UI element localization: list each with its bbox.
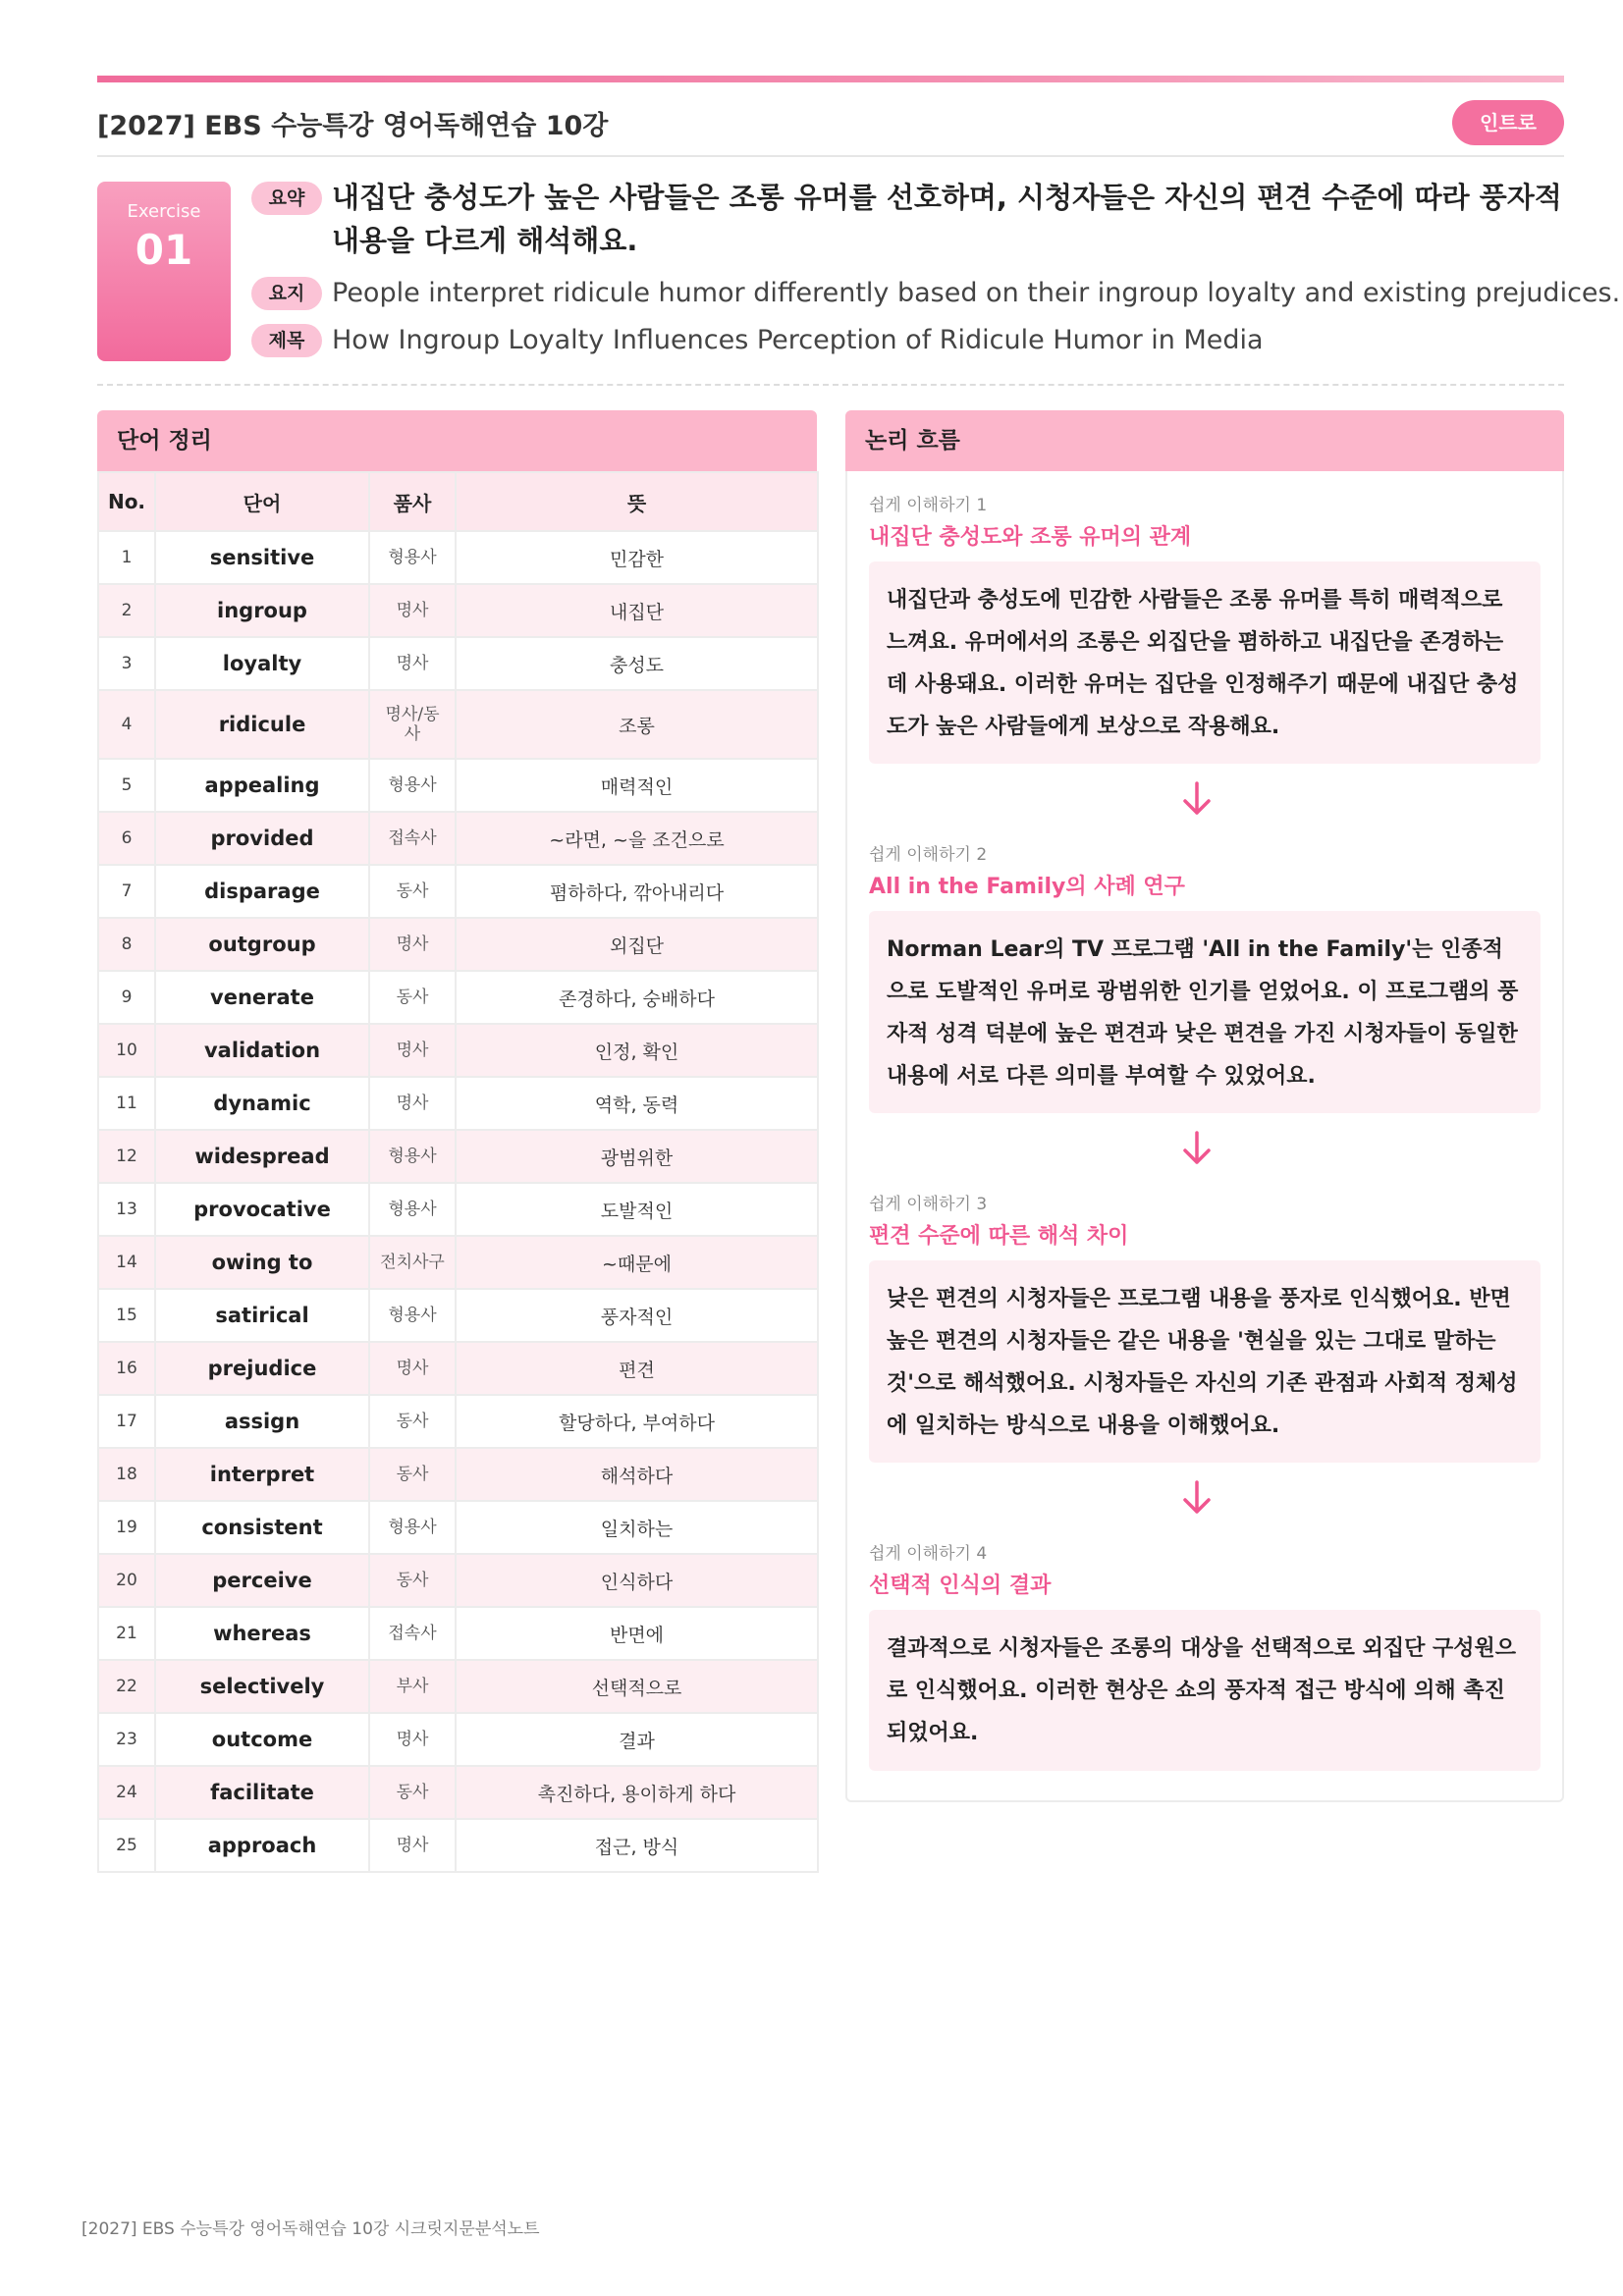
page-header	[97, 90, 1564, 157]
vocab-pos: 형용사	[369, 1289, 456, 1342]
table-row	[98, 531, 818, 584]
vocab-word: selectively	[155, 1660, 369, 1713]
vocab-meaning: 인식하다	[456, 1554, 818, 1607]
vocab-no: 15	[98, 1289, 155, 1342]
vocab-meaning: 조롱	[456, 690, 818, 759]
vocab-meaning: 선택적으로	[456, 1660, 818, 1713]
step-kicker: 쉽게 이해하기 1	[869, 496, 988, 515]
vocab-meaning: 결과	[456, 1713, 818, 1766]
table-row	[98, 1554, 818, 1607]
vocab-pos: 명사	[369, 1819, 456, 1872]
vocab-meaning: 역학, 동력	[456, 1077, 818, 1130]
vocab-no: 13	[98, 1183, 155, 1236]
table-row	[98, 1607, 818, 1660]
table-row	[98, 1766, 818, 1819]
vocab-no: 14	[98, 1236, 155, 1289]
table-row	[98, 865, 818, 918]
intro-badge[interactable]: 인트로	[1452, 100, 1564, 145]
vocab-word: venerate	[155, 971, 369, 1024]
vocab-word: approach	[155, 1819, 369, 1872]
vocab-meaning: 일치하는	[456, 1501, 818, 1554]
vocab-word: loyalty	[155, 637, 369, 690]
vocab-pos: 형용사	[369, 1183, 456, 1236]
arrow-down-icon	[1179, 1129, 1215, 1168]
vocab-no: 11	[98, 1077, 155, 1130]
table-row	[98, 918, 818, 971]
step-kicker: 쉽게 이해하기 4	[869, 1544, 988, 1564]
vocab-meaning: 존경하다, 숭배하다	[456, 971, 818, 1024]
section-divider	[97, 384, 1564, 386]
vocab-word: consistent	[155, 1501, 369, 1554]
vocab-heading: 단어 정리	[97, 410, 817, 471]
vocab-meaning: 내집단	[456, 584, 818, 637]
page-footer: [2027] EBS 수능특강 영어독해연습 10강 시크릿지문분석노트	[81, 2219, 540, 2239]
vocab-no: 4	[98, 690, 155, 759]
vocab-no: 8	[98, 918, 155, 971]
vocab-no: 22	[98, 1660, 155, 1713]
vocab-meaning: 도발적인	[456, 1183, 818, 1236]
vocab-pos: 형용사	[369, 1501, 456, 1554]
vocab-meaning: 민감한	[456, 531, 818, 584]
vocab-table	[97, 471, 819, 1873]
gist-tag: 요지	[251, 277, 322, 310]
vocab-no: 12	[98, 1130, 155, 1183]
step-title: 편견 수준에 따른 해석 차이	[869, 1224, 1129, 1249]
table-row	[98, 1342, 818, 1395]
table-row	[98, 1819, 818, 1872]
vocab-pos: 명사	[369, 1077, 456, 1130]
vocab-no: 17	[98, 1395, 155, 1448]
vocab-pos: 명사	[369, 1024, 456, 1077]
flow-step-3	[869, 1190, 1541, 1463]
vocab-pos: 동사	[369, 971, 456, 1024]
vocab-pos: 동사	[369, 1448, 456, 1501]
vocab-no: 25	[98, 1819, 155, 1872]
vocab-meaning: 반면에	[456, 1607, 818, 1660]
vocab-word: prejudice	[155, 1342, 369, 1395]
table-row	[98, 690, 818, 759]
vocab-no: 9	[98, 971, 155, 1024]
vocab-no: 24	[98, 1766, 155, 1819]
vocab-no: 19	[98, 1501, 155, 1554]
step-kicker: 쉽게 이해하기 3	[869, 1195, 988, 1214]
vocab-pos: 명사	[369, 1713, 456, 1766]
vocab-no: 7	[98, 865, 155, 918]
vocab-pos: 접속사	[369, 1607, 456, 1660]
vocab-pos: 동사	[369, 1554, 456, 1607]
table-row	[98, 1660, 818, 1713]
vocab-word: appealing	[155, 759, 369, 812]
table-row	[98, 1236, 818, 1289]
step-body: 낮은 편견의 시청자들은 프로그램 내용을 풍자로 인식했어요. 반면 높은 편견의 시청자들은 같은 내용을 '현실을 있는 그대로 말하는 것'으로 해석했어요. 시청자들은 자신의 기존 관점과 사회적 정체성에 일치하는 방식으로 내용을 이해했어요.	[869, 1260, 1541, 1463]
vocab-pos: 명사	[369, 637, 456, 690]
step-title: All in the Family의 사례 연구	[869, 875, 1185, 899]
vocab-meaning: 편견	[456, 1342, 818, 1395]
vocab-meaning: 풍자적인	[456, 1289, 818, 1342]
title-text: How Ingroup Loyalty Influences Perception of Ridicule Humor in Media	[332, 325, 1264, 355]
step-body: 내집단과 충성도에 민감한 사람들은 조롱 유머를 특히 매력적으로 느껴요. 유머에서의 조롱은 외집단을 폄하하고 내집단을 존경하는 데 사용돼요. 이러한 유머는 집단을 인정해주기 때문에 내집단 충성도가 높은 사람들에게 보상으로 작용해요.	[869, 561, 1541, 764]
summary-tag: 요약	[251, 182, 322, 215]
summary-text: 내집단 충성도가 높은 사람들은 조롱 유머를 선호하며, 시청자들은 자신의 편견 수준에 따라 풍자적 내용을 다르게 해석해요.	[332, 181, 1562, 257]
table-row	[98, 1448, 818, 1501]
table-row	[98, 1130, 818, 1183]
vocab-word: interpret	[155, 1448, 369, 1501]
vocab-meaning: 충성도	[456, 637, 818, 690]
vocab-meaning: 해석하다	[456, 1448, 818, 1501]
vocab-pos: 부사	[369, 1660, 456, 1713]
vocab-word: owing to	[155, 1236, 369, 1289]
col-header-pos: 품사	[369, 472, 456, 531]
vocab-pos: 명사	[369, 1342, 456, 1395]
vocab-meaning: 폄하하다, 깎아내리다	[456, 865, 818, 918]
vocab-no: 20	[98, 1554, 155, 1607]
vocab-no: 21	[98, 1607, 155, 1660]
vocab-no: 2	[98, 584, 155, 637]
gist-text: People interpret ridicule humor differently based on their ingroup loyalty and existing prejudices.	[332, 278, 1621, 308]
vocab-meaning: ~라면, ~을 조건으로	[456, 812, 818, 865]
vocab-meaning: 매력적인	[456, 759, 818, 812]
flow-step-4	[869, 1539, 1541, 1771]
vocab-meaning: ~때문에	[456, 1236, 818, 1289]
vocab-word: facilitate	[155, 1766, 369, 1819]
table-row	[98, 1077, 818, 1130]
vocab-no: 3	[98, 637, 155, 690]
vocab-pos: 전치사구	[369, 1236, 456, 1289]
exercise-label: Exercise	[127, 201, 201, 222]
arrow-down-icon	[1179, 779, 1215, 819]
col-header-word: 단어	[155, 472, 369, 531]
vocab-word: validation	[155, 1024, 369, 1077]
vocab-word: disparage	[155, 865, 369, 918]
table-row	[98, 1501, 818, 1554]
step-title: 선택적 인식의 결과	[869, 1574, 1052, 1598]
vocab-pos: 명사	[369, 918, 456, 971]
vocab-no: 16	[98, 1342, 155, 1395]
table-row	[98, 1395, 818, 1448]
flow-step-2	[869, 840, 1541, 1113]
table-row	[98, 584, 818, 637]
flow-heading: 논리 흐름	[845, 410, 1564, 471]
arrow-down-icon	[1179, 1478, 1215, 1518]
vocab-pos: 형용사	[369, 759, 456, 812]
vocab-no: 18	[98, 1448, 155, 1501]
vocab-word: outcome	[155, 1713, 369, 1766]
vocab-meaning: 접근, 방식	[456, 1819, 818, 1872]
vocab-header-row	[98, 472, 818, 531]
vocab-no: 23	[98, 1713, 155, 1766]
vocab-no: 1	[98, 531, 155, 584]
vocab-no: 10	[98, 1024, 155, 1077]
table-row	[98, 812, 818, 865]
vocab-word: provided	[155, 812, 369, 865]
vocab-word: satirical	[155, 1289, 369, 1342]
vocab-pos: 동사	[369, 1395, 456, 1448]
vocab-meaning: 인정, 확인	[456, 1024, 818, 1077]
vocab-pos: 동사	[369, 865, 456, 918]
table-row	[98, 1289, 818, 1342]
vocab-panel	[97, 410, 817, 1873]
vocab-word: ingroup	[155, 584, 369, 637]
step-body: 결과적으로 시청자들은 조롱의 대상을 선택적으로 외집단 구성원으로 인식했어요. 이러한 현상은 쇼의 풍자적 접근 방식에 의해 촉진되었어요.	[869, 1610, 1541, 1771]
table-row	[98, 759, 818, 812]
vocab-pos: 명사/동사	[369, 690, 456, 759]
vocab-meaning: 촉진하다, 용이하게 하다	[456, 1766, 818, 1819]
vocab-no: 6	[98, 812, 155, 865]
vocab-word: whereas	[155, 1607, 369, 1660]
page-title: [2027] EBS 수능특강 영어독해연습 10강	[97, 111, 609, 141]
table-row	[98, 637, 818, 690]
vocab-word: ridicule	[155, 690, 369, 759]
vocab-word: assign	[155, 1395, 369, 1448]
vocab-meaning: 할당하다, 부여하다	[456, 1395, 818, 1448]
vocab-pos: 접속사	[369, 812, 456, 865]
vocab-pos: 형용사	[369, 531, 456, 584]
vocab-pos: 동사	[369, 1766, 456, 1819]
exercise-card	[97, 182, 231, 361]
vocab-word: dynamic	[155, 1077, 369, 1130]
vocab-no: 5	[98, 759, 155, 812]
vocab-word: outgroup	[155, 918, 369, 971]
step-kicker: 쉽게 이해하기 2	[869, 845, 988, 865]
vocab-pos: 명사	[369, 584, 456, 637]
top-accent-bar	[97, 76, 1564, 82]
step-body: Norman Lear의 TV 프로그램 'All in the Family'는 인종적으로 도발적인 유머로 광범위한 인기를 얻었어요. 이 프로그램의 풍자적 성격 덕분에 높은 편견과 낮은 편견을 가진 시청자들이 동일한 내용에 서로 다른 의미를 부여할 수 있었어요.	[869, 911, 1541, 1113]
flow-panel	[845, 410, 1564, 1802]
vocab-word: widespread	[155, 1130, 369, 1183]
table-row	[98, 1713, 818, 1766]
vocab-word: perceive	[155, 1554, 369, 1607]
table-row	[98, 1183, 818, 1236]
table-row	[98, 1024, 818, 1077]
vocab-word: provocative	[155, 1183, 369, 1236]
flow-step-1	[869, 491, 1541, 764]
exercise-number: 01	[135, 226, 193, 274]
step-title: 내집단 충성도와 조롱 유머의 관계	[869, 525, 1192, 550]
col-header-meaning: 뜻	[456, 472, 818, 531]
vocab-meaning: 광범위한	[456, 1130, 818, 1183]
vocab-pos: 형용사	[369, 1130, 456, 1183]
vocab-word: sensitive	[155, 531, 369, 584]
title-tag: 제목	[251, 324, 322, 357]
col-header-no: No.	[98, 472, 155, 531]
table-row	[98, 971, 818, 1024]
vocab-meaning: 외집단	[456, 918, 818, 971]
